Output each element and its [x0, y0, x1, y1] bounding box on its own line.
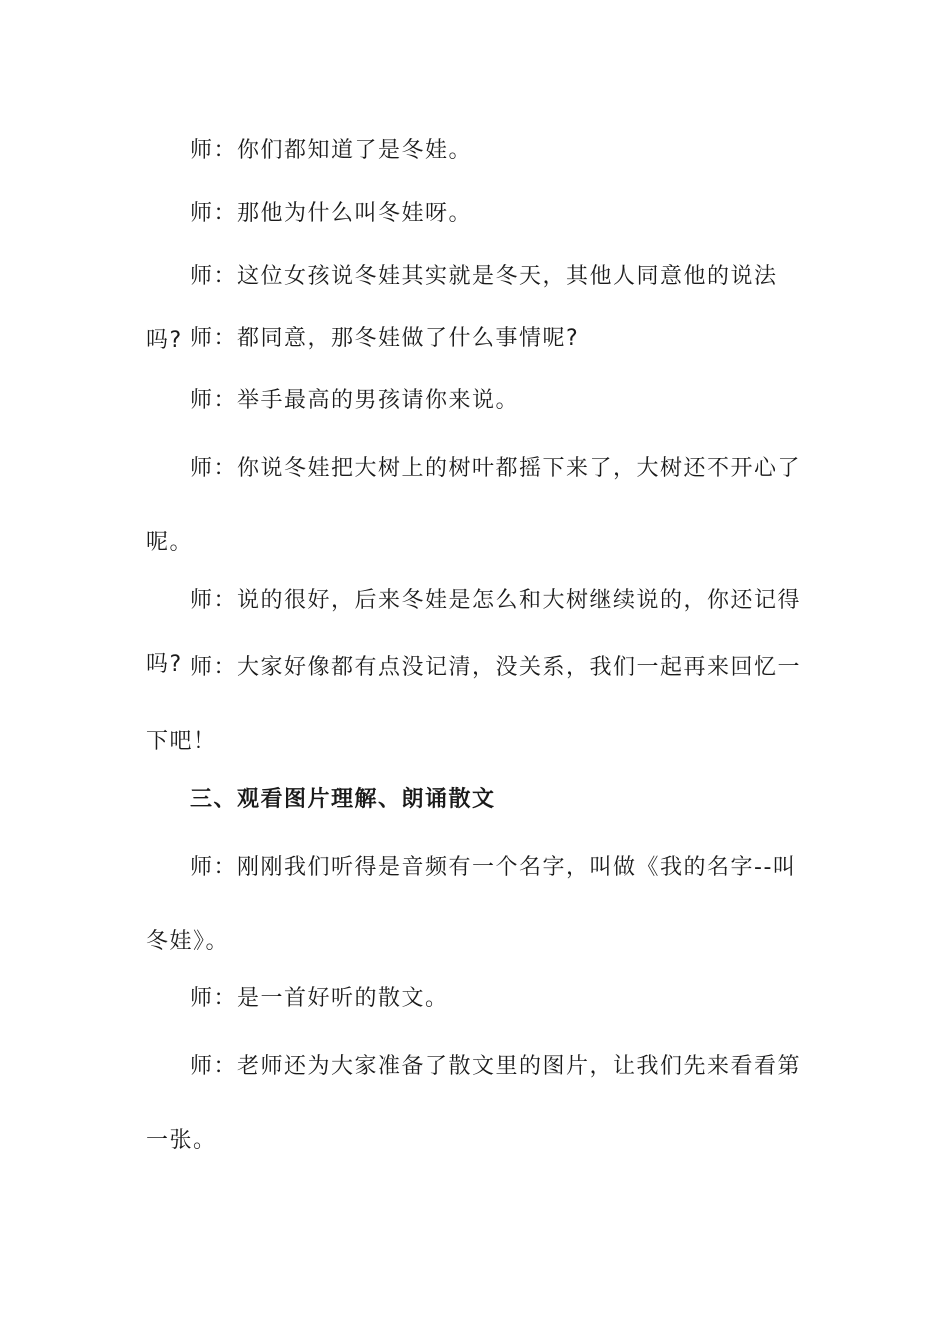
paragraph-1: 师：你们都知道了是冬娃。: [190, 138, 473, 163]
paragraph-7: 师：说的很好，后来冬娃是怎么和大树继续说的，你还记得吗?: [146, 588, 802, 677]
paragraph-8: 师：大家好像都有点没记清，没关系，我们一起再来回忆一下吧！: [146, 655, 802, 754]
paragraph-3: 师：这位女孩说冬娃其实就是冬天，其他人同意他的说法吗?: [146, 264, 778, 353]
paragraph-5: 师：举手最高的男孩请你来说。: [190, 388, 520, 413]
paragraph-2: 师：那他为什么叫冬娃呀。: [190, 201, 473, 226]
paragraph-9: 师：刚刚我们听得是音频有一个名字，叫做《我的名字--叫冬娃》。: [146, 855, 797, 954]
section-heading: 三、观看图片理解、朗诵散文: [190, 787, 496, 812]
paragraph-11: 师：老师还为大家准备了散文里的图片，让我们先来看看第一张。: [146, 1054, 802, 1153]
paragraph-6: 师：你说冬娃把大树上的树叶都摇下来了，大树还不开心了呢。: [146, 456, 802, 555]
paragraph-10: 师：是一首好听的散文。: [190, 986, 449, 1011]
paragraph-4: 师：都同意，那冬娃做了什么事情呢?: [190, 326, 580, 351]
